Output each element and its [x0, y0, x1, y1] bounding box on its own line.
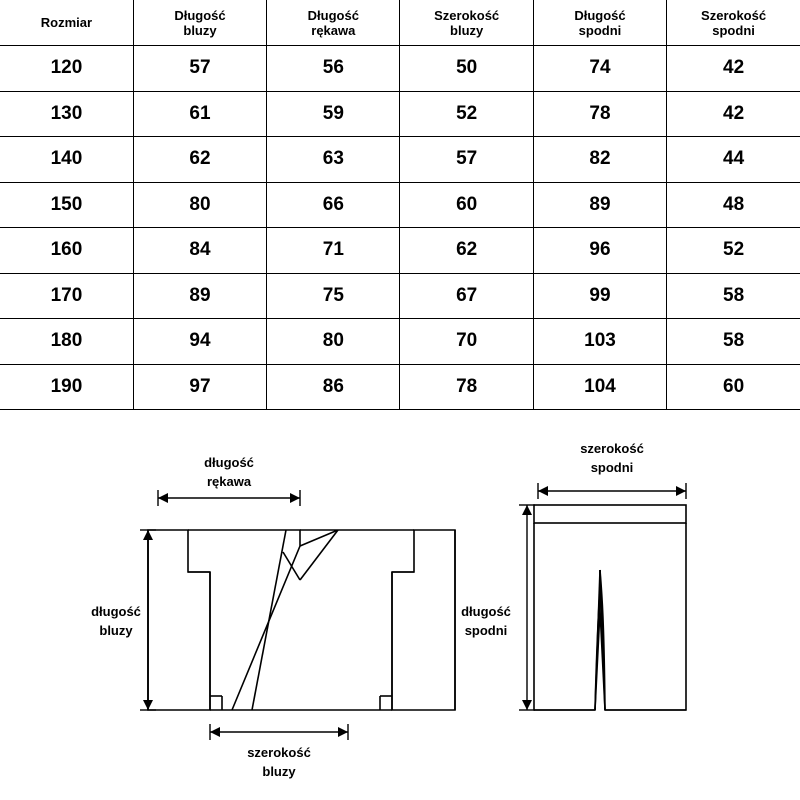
cell-trousers-width: 58: [667, 273, 800, 319]
column-header-sleeve-length-line2: rękawa: [311, 22, 356, 38]
jacket-sleeve-label-line2: rękawa: [206, 474, 252, 489]
table-row: [0, 182, 800, 228]
cell-trousers-length: 104: [533, 364, 666, 410]
jacket-width-label-line1: szerokość: [247, 745, 311, 760]
cell-trousers-length: 74: [533, 46, 666, 92]
column-header-sleeve-length: [267, 0, 400, 46]
table-header: [0, 0, 800, 46]
column-header-trousers-width-line2: spodni: [712, 22, 755, 38]
column-header-jacket-width-line1: Szerokość: [434, 7, 500, 23]
cell-trousers-length: 99: [533, 273, 666, 319]
table-row: [0, 319, 800, 365]
cell-trousers-length: 82: [533, 137, 666, 183]
cell-size: 130: [0, 91, 133, 137]
cell-sleeve-length: 66: [267, 182, 400, 228]
table-row: [0, 137, 800, 183]
table-row: [0, 273, 800, 319]
cell-trousers-width: 60: [667, 364, 800, 410]
cell-size: 140: [0, 137, 133, 183]
cell-jacket-width: 78: [400, 364, 533, 410]
cell-jacket-length: 80: [133, 182, 266, 228]
measurement-diagrams: [0, 420, 800, 800]
cell-size: 120: [0, 46, 133, 92]
column-header-sleeve-length-line1: Długość: [307, 7, 359, 23]
column-header-jacket-length-line2: bluzy: [183, 22, 217, 38]
cell-jacket-width: 67: [400, 273, 533, 319]
cell-jacket-length: 57: [133, 46, 266, 92]
trousers-length-label-line2: spodni: [464, 623, 508, 638]
cell-trousers-length: 103: [533, 319, 666, 365]
jacket-length-dimension: [140, 530, 156, 710]
trousers-width-dimension: [538, 483, 686, 499]
table-header-row: [0, 0, 800, 46]
column-header-jacket-width: [400, 0, 533, 46]
cell-size: 170: [0, 273, 133, 319]
cell-jacket-length: 94: [133, 319, 266, 365]
cell-size: 150: [0, 182, 133, 228]
cell-trousers-width: 42: [667, 46, 800, 92]
jacket-sleeve-dimension: [158, 490, 300, 506]
column-header-trousers-length: [533, 0, 666, 46]
jacket-sleeve-label-line1: długość: [204, 455, 254, 470]
jacket-width-label-line2: bluzy: [262, 764, 296, 779]
cell-jacket-width: 52: [400, 91, 533, 137]
cell-trousers-width: 58: [667, 319, 800, 365]
cell-sleeve-length: 75: [267, 273, 400, 319]
trousers-drawing: [534, 505, 686, 710]
cell-trousers-length: 96: [533, 228, 666, 274]
cell-jacket-length: 84: [133, 228, 266, 274]
cell-jacket-width: 62: [400, 228, 533, 274]
trousers-width-label-line2: spodni: [590, 460, 634, 475]
column-header-size: [0, 0, 133, 46]
table-row: [0, 364, 800, 410]
cell-trousers-width: 42: [667, 91, 800, 137]
table-row: [0, 228, 800, 274]
cell-jacket-width: 60: [400, 182, 533, 228]
cell-trousers-width: 44: [667, 137, 800, 183]
column-header-jacket-length-line1: Długość: [174, 7, 226, 23]
table-body: [0, 46, 800, 410]
cell-sleeve-length: 59: [267, 91, 400, 137]
column-header-jacket-width-line2: bluzy: [450, 22, 484, 38]
cell-trousers-length: 78: [533, 91, 666, 137]
cell-jacket-length: 61: [133, 91, 266, 137]
cell-jacket-width: 57: [400, 137, 533, 183]
column-header-jacket-length: [133, 0, 266, 46]
cell-trousers-length: 89: [533, 182, 666, 228]
cell-trousers-width: 48: [667, 182, 800, 228]
cell-jacket-length: 97: [133, 364, 266, 410]
trousers-length-label-line1: długość: [461, 604, 511, 619]
diagram-svg: [0, 420, 800, 800]
column-header-trousers-width-line1: Szerokość: [701, 7, 767, 23]
cell-trousers-width: 52: [667, 228, 800, 274]
column-header-size-line1: Rozmiar: [40, 15, 93, 30]
trousers-width-label-line1: szerokość: [580, 441, 644, 456]
jacket-width-dimension: [210, 724, 348, 740]
cell-sleeve-length: 56: [267, 46, 400, 92]
cell-sleeve-length: 71: [267, 228, 400, 274]
cell-size: 160: [0, 228, 133, 274]
cell-sleeve-length: 80: [267, 319, 400, 365]
column-header-trousers-width: [667, 0, 800, 46]
jacket-length-label-line2: bluzy: [99, 623, 133, 638]
cell-sleeve-length: 63: [267, 137, 400, 183]
cell-jacket-length: 62: [133, 137, 266, 183]
table-row: [0, 46, 800, 92]
cell-size: 190: [0, 364, 133, 410]
column-header-trousers-length-line2: spodni: [578, 22, 622, 38]
column-header-trousers-length-line1: Długość: [574, 7, 626, 23]
cell-size: 180: [0, 319, 133, 365]
jacket-drawing: [148, 530, 455, 710]
cell-sleeve-length: 86: [267, 364, 400, 410]
trousers-length-dimension: [519, 505, 535, 710]
cell-jacket-length: 89: [133, 273, 266, 319]
table-row: [0, 91, 800, 137]
cell-jacket-width: 50: [400, 46, 533, 92]
jacket-length-label-line1: długość: [91, 604, 141, 619]
cell-jacket-width: 70: [400, 319, 533, 365]
